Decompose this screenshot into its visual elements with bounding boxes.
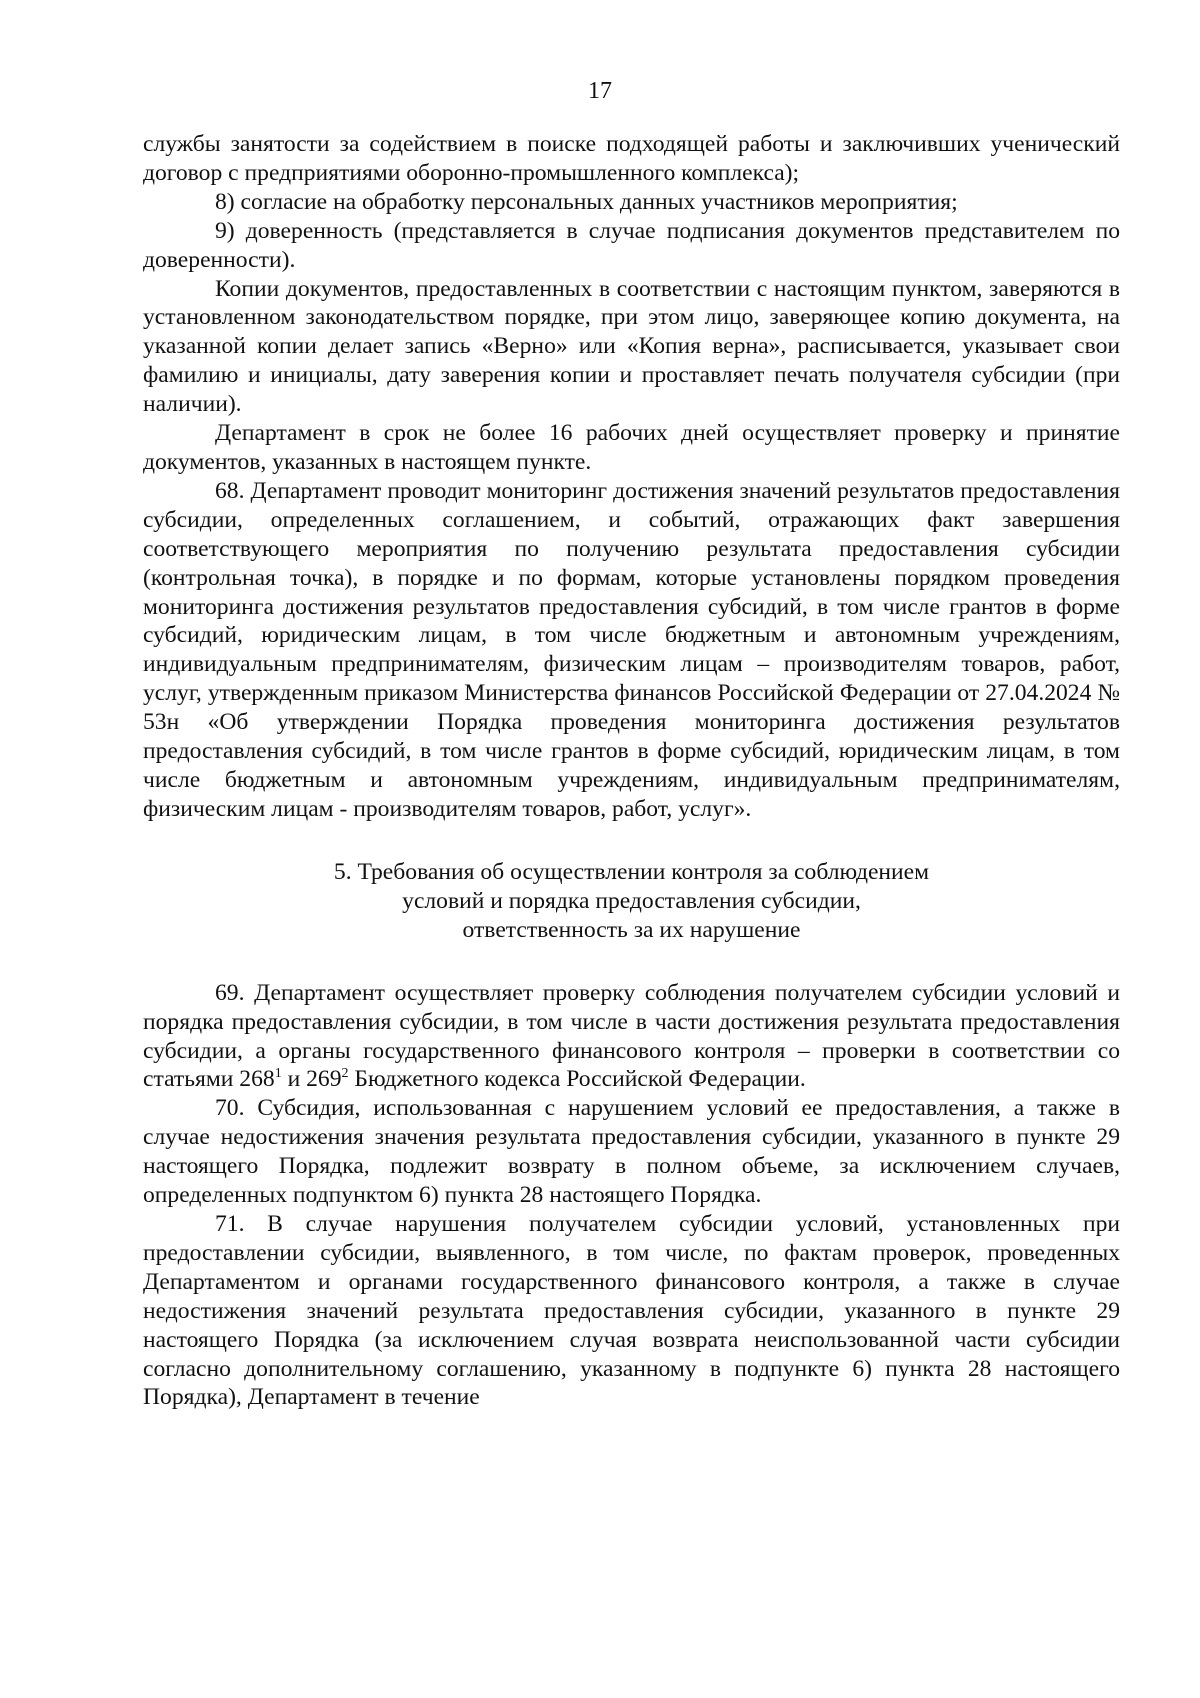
article-superscript: 2	[341, 1066, 349, 1082]
paragraph-continuation: службы занятости за содействием в поиске подходящей работы и заключивших ученический договор с предприятиями оборонно-промышленного комплекса);	[143, 131, 1120, 186]
section-heading-line: ответственность за их нарушение	[462, 916, 801, 943]
paragraph-69-text: Бюджетного кодекса Российской Федерации.	[348, 1066, 806, 1093]
paragraph-69	[143, 979, 1120, 1095]
paragraph-68: 68. Департамент проводит мониторинг достижения значений результатов предоставления субсидии, определенных соглашением, и событий, отражающих факт завершения соответствующего мероприятия по получению результата предоставления субсидии (контрольная точка), в порядке и по формам, которые установлены порядком проведения мониторинга достижения результатов предоставления субсидий, в том числе грантов в форме субсидий, юридическим лицам, в том числе бюджетным и автономным учреждениям, индивидуальным предпринимателям, физическим лицам – производителям товаров, работ, услуг, утвержденным приказом Министерства финансов Российской Федерации от 27.04.2024 № 53н «Об утверждении Порядка проведения мониторинга достижения результатов предоставления субсидий, в том числе грантов в форме субсидий, юридическим лицам, в том числе бюджетным и автономным учреждениям, индивидуальным предпринимателям, физическим лицам - производителям товаров, работ, услуг».	[143, 477, 1120, 822]
list-item-9: 9) доверенность (представляется в случае подписания документов представителем по доверенности).	[143, 217, 1120, 273]
paragraph-70: 70. Субсидия, использованная с нарушением условий ее предоставления, а также в случае недостижения значения результата предоставления субсидии, указанного в пункте 29 настоящего Порядка, подлежит возврату в полном объеме, за исключением случаев, определенных подпунктом 6) пункта 28 настоящего Порядка.	[143, 1095, 1120, 1209]
document-body	[143, 130, 1120, 1412]
section-heading	[143, 858, 1120, 945]
paragraph-71: 71. В случае нарушения получателем субсидии условий, установленных при предоставлении субсидии, выявленного, в том числе, по фактам проверок, проведенных Департаментом и органами государственного финансового контроля, а также в случае недостижения значений результата предоставления субсидии, указанного в пункте 29 настоящего Порядка (за исключением случая возврата неиспользованной части субсидии согласно дополнительному соглашению, указанному в подпункте 6) пункта 28 настоящего Порядка), Департамент в течение	[143, 1211, 1120, 1411]
list-item-8: 8) согласие на обработку персональных данных участников мероприятия;	[215, 188, 958, 215]
section-heading-line: 5. Требования об осуществлении контроля за соблюдением	[333, 858, 930, 885]
article-superscript: 1	[274, 1066, 282, 1082]
paragraph-department-check: Департамент в срок не более 16 рабочих дней осуществляет проверку и принятие документов, указанных в настоящем пункте.	[143, 420, 1120, 475]
paragraph-69-text: 69. Департамент осуществляет проверку соблюдения получателем субсидии условий и порядка предоставления субсидии, в том числе в части достижения результата предоставления субсидии, а органы государственного финансового контроля – проверки в соответствии со статьями 268	[143, 979, 1120, 1093]
section-heading-line: условий и порядка предоставления субсидии,	[402, 887, 861, 914]
paragraph-copies: Копии документов, предоставленных в соответствии с настоящим пунктом, заверяются в установленном законодательством порядке, при этом лицо, заверяющее копию документа, на указанной копии делает запись «Верно» или «Копия верна», расписывается, указывает свои фамилию и инициалы, дату заверения копии и проставляет печать получателя субсидии (при наличии).	[143, 275, 1120, 418]
page-number: 17	[588, 78, 612, 104]
paragraph-69-text: и 269	[281, 1066, 342, 1093]
